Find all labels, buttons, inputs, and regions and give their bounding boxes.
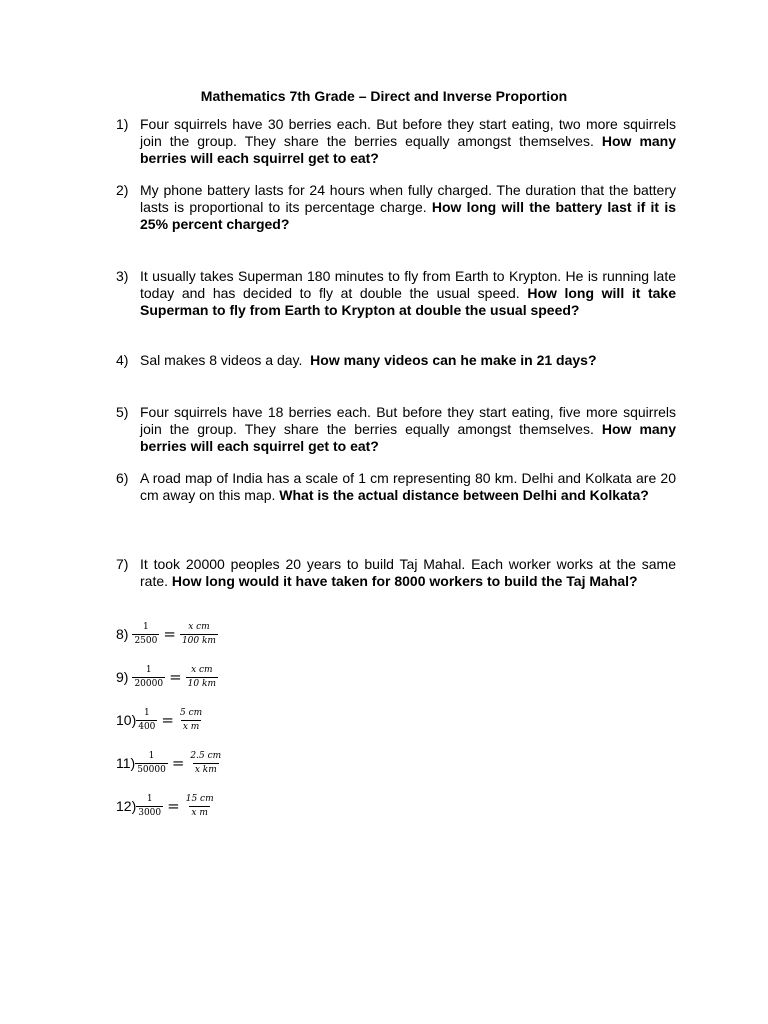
question-7: [116, 556, 676, 590]
left-fraction: $\frac{1}{20000}$: [134, 665, 164, 689]
equation-number: 10): [116, 712, 137, 728]
question-bold-text: How many berries will each squirrel get to eat?: [140, 133, 677, 166]
question-number: 4): [116, 352, 129, 368]
equation-9: [116, 665, 218, 690]
question-text: Four squirrels have 30 berries each. But before they start eating, two more squirrels join the group. They share the berries equally amongst themselves.: [140, 116, 676, 149]
question-number: 5): [116, 404, 129, 420]
right-fraction: $\frac{15 cm}{\text{x m}}$: [185, 794, 214, 818]
left-fraction: $\frac{1}{50000}$: [137, 751, 166, 775]
equation-number: 8): [116, 626, 129, 642]
question-text: It took 20000 peoples 20 years to build Taj Mahal. Each worker works at the same rate.: [140, 556, 676, 589]
equals-sign: =: [169, 668, 182, 686]
question-6: [116, 470, 676, 504]
equation-number: 12): [116, 798, 137, 814]
question-3: [116, 268, 676, 319]
equation-number: 9): [116, 669, 129, 685]
left-fraction: $\frac{1}{2500}$: [134, 622, 158, 646]
question-text: It usually takes Superman 180 minutes to fly from Earth to Krypton. He is running late today and has decided to fly at double the usual speed.: [140, 268, 676, 301]
equation-11: [116, 751, 223, 776]
equals-sign: =: [163, 625, 176, 643]
question-number: 7): [116, 556, 129, 572]
question-5: [116, 404, 676, 455]
equals-sign: =: [167, 797, 180, 815]
question-bold-text: What is the actual distance between Delhi and Kolkata?: [279, 487, 649, 503]
page-title: Mathematics 7th Grade – Direct and Inverse Proportion: [200, 88, 568, 104]
question-2: [116, 182, 676, 233]
equals-sign: =: [171, 754, 185, 772]
equation-10: [116, 708, 204, 733]
question-1: [116, 116, 676, 167]
question-number: 2): [116, 182, 129, 198]
question-bold-text: How long will the battery last if it is 25% percent charged?: [140, 199, 676, 232]
question-number: 6): [116, 470, 129, 486]
question-number: 3): [116, 268, 129, 284]
right-fraction: $\frac{\text{x cm}}{100 km}$: [181, 622, 216, 646]
right-fraction: $\frac{5 cm}{\text{x m}}$: [180, 708, 203, 732]
question-bold-text: How long would it have taken for 8000 workers to build the Taj Mahal?: [171, 573, 638, 589]
equation-number: 11): [116, 755, 136, 771]
equation-12: [116, 794, 216, 819]
question-4: [116, 352, 676, 369]
left-fraction: $\frac{1}{400}$: [138, 708, 156, 732]
question-bold-text: How many videos can he make in 21 days?: [310, 352, 597, 368]
question-number: 1): [116, 116, 129, 132]
question-text: A road map of India has a scale of 1 cm representing 80 km. Delhi and Kolkata are 20 cm away on this map.: [140, 470, 676, 503]
left-fraction: $\frac{1}{3000}$: [138, 794, 162, 818]
right-fraction: $\frac{2.5 cm}{\text{x km}}$: [190, 751, 222, 775]
question-bold-text: How long will it take Superman to fly from Earth to Krypton at double the usual speed?: [140, 285, 677, 318]
question-bold-text: How many berries will each squirrel get to eat?: [140, 421, 677, 454]
equation-8: [116, 622, 218, 647]
right-fraction: $\frac{\text{x cm}}{10 km}$: [187, 665, 216, 689]
question-text: Sal makes 8 videos a day.: [140, 352, 303, 368]
question-text: My phone battery lasts for 24 hours when fully charged. The duration that the battery lasts is proportional to its percentage charge.: [140, 182, 676, 215]
equals-sign: =: [161, 711, 174, 729]
question-text: Four squirrels have 18 berries each. But before they start eating, five more squirrels join the group. They share the berries equally amongst themselves.: [140, 404, 676, 437]
